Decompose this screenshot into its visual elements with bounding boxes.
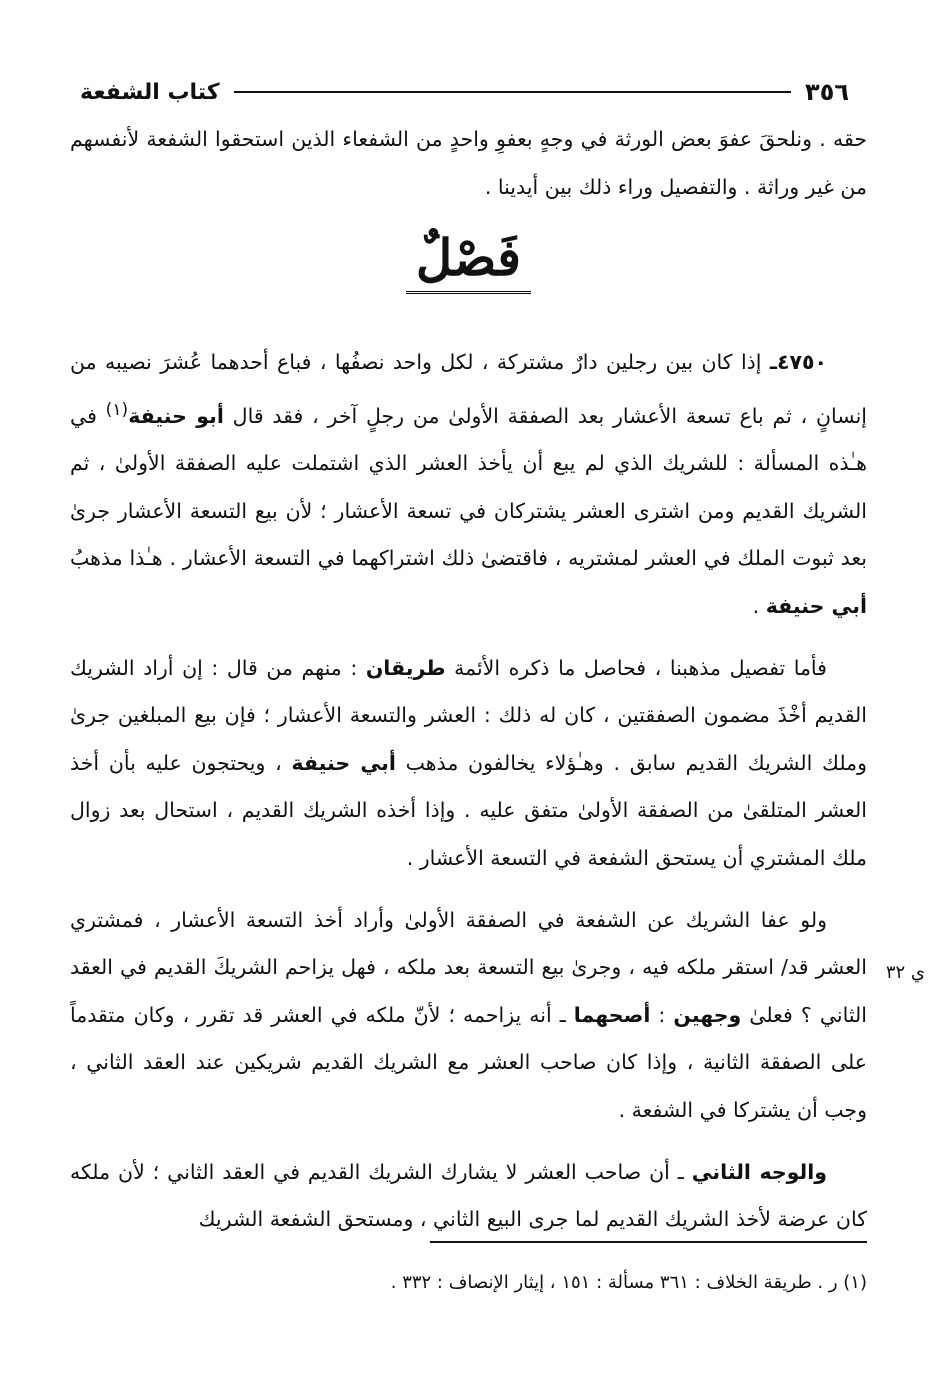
footnote: (١) ر . طريقة الخلاف : ٣٦١ مسألة : ١٥١ ، إيثار الإنصاف : ٣٣٢ . [390, 1272, 867, 1293]
intro-paragraph: حقه . ونلحقَ عفوَ بعض الورثة في وجهٍ بعفوِ واحدٍ من الشفعاء الذين استحقوا الشفعة لأنفسهم من غير وراثة . والتفصيل وراء ذلك بين أيدينا . [70, 127, 867, 199]
book-title: كتاب الشفعة [80, 79, 220, 105]
page-header [80, 72, 849, 112]
paragraph-4750: ٤٧٥٠ـ إذا كان بين رجلين دارٌ مشتركة ، لكل واحد نصفُها ، فباع أحدهما عُشرَ نصيبه من إنسانٍ ، ثم باع تسعة الأعشار بعد الصفقة الأولىٰ من رجلٍ آخر ، فقد قال أبو حنيفة$^{(١)}$ في هـٰذه المسألة : للشريك الذي لم يبع أن يأخذ العشر الذي اشتملت عليه الصفقة الأولىٰ ، ثم الشريك القديم ومن اشترى العشر يشتركان في تسعة الأعشار ؛ لأن بيع التسعة الأعشار جرىٰ بعد ثبوت الملك في العشر لمشتريه ، فاقتضىٰ ذلك اشتراكهما في التسعة الأعشار . هـٰذا مذهبُ أبي حنيفة . [70, 350, 867, 618]
manuscript-margin-note: ي ٣٢ [885, 962, 925, 983]
header-rule [234, 91, 791, 93]
issue-number: ٤٧٥٠ـ [769, 350, 827, 375]
footnote-rule [430, 1241, 867, 1243]
paragraph-two: فأما تفصيل مذهبنا ، فحاصل ما ذكره الأئمة طريقان : منهم من قال : إن أراد الشريك القديم أخْذَ مضمون الصفقتين ، كان له ذلك : العشر والتسعة الأعشار ؛ فإن بيع المبلغين جرىٰ وملك الشريك القديم سابق . وهـٰؤلاء يخالفون مذهب أبي حنيفة ، ويحتجون عليه بأن أخذ العشر المتلقىٰ من الصفقة الأولىٰ متفق عليه . وإذا أخذه الشريك القديم ، استحال بعد زوال ملك المشتري أن يستحق الشفعة في التسعة الأعشار . [70, 655, 867, 870]
section-title: فَصْلٌ [406, 233, 531, 294]
section-heading [70, 211, 867, 339]
footnote-ref[interactable]: (١) [105, 399, 129, 420]
paragraph-three: ولو عفا الشريك عن الشفعة في الصفقة الأولىٰ وأراد أخذ التسعة الأعشار ، فمشتري العشر قد/ استقر ملكه فيه ، وجرىٰ بيع التسعة بعد ملكه ، فهل يزاحم الشريكَ القديم في العقد الثاني ؟ فعلىٰ وجهين : أصحهما ـ أنه يزاحمه ؛ لأنّ ملكه في العشر قد تقرر ، وكان متقدماً على الصفقة الثانية ، وإذا كان صاحب العشر مع الشريك القديم شريكين عند العقد الثاني ، وجب أن يشتركا في الشفعة . [70, 907, 867, 1122]
paragraph-four: والوجه الثاني ـ أن صاحب العشر لا يشارك الشريك القديم في العقد الثاني ؛ لأن ملكه كان عرضة لأخذ الشريك القديم لما جرى البيع الثاني ، ومستحق الشفعة الشريك [70, 1159, 867, 1232]
page-body [70, 116, 867, 1244]
page-number: ٣٥٦ [805, 78, 849, 106]
